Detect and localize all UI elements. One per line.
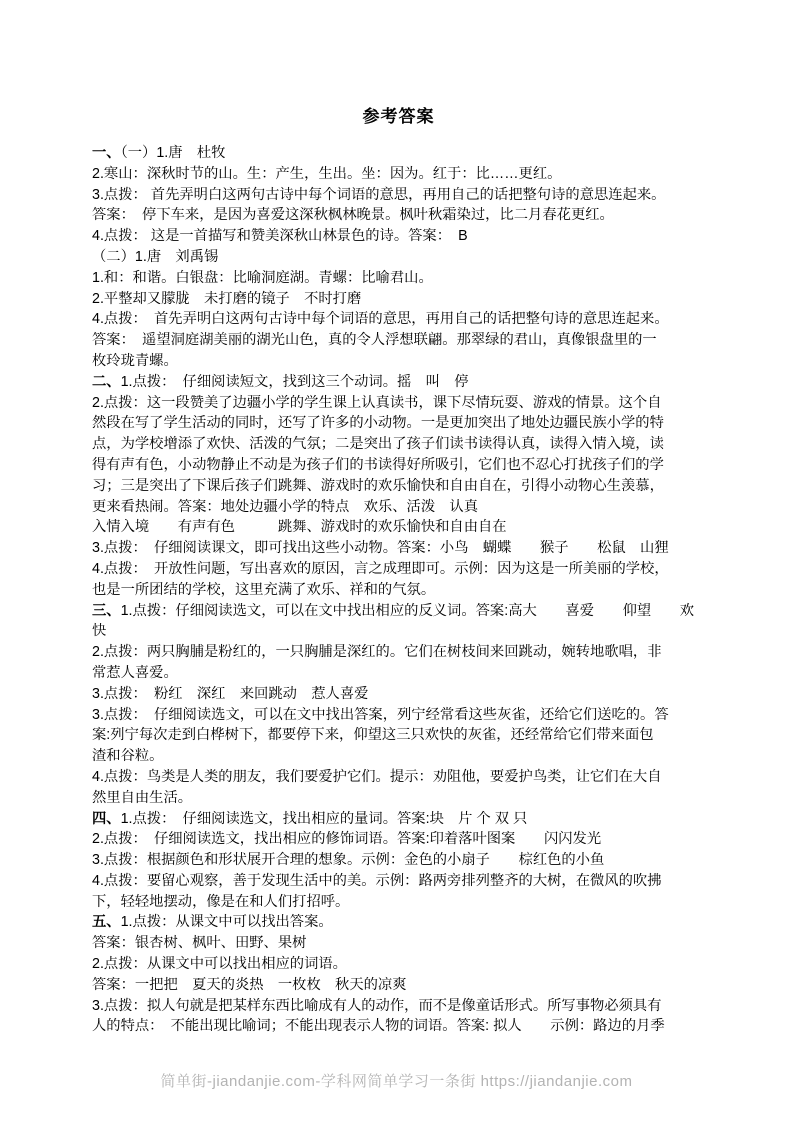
answer-line <box>92 663 707 684</box>
line-text: 1.和：和谐。白银盘：比喻洞庭湖。青螺：比喻君山。 <box>92 269 433 286</box>
answer-line <box>92 226 707 247</box>
answer-line <box>92 393 707 414</box>
answer-line <box>92 829 707 850</box>
answer-line <box>92 912 707 933</box>
answer-line <box>92 746 707 767</box>
answer-line <box>92 684 707 705</box>
line-text: 答案：一把把 夏天的炎热 一枚枚 秋天的凉爽 <box>92 976 407 993</box>
answer-line <box>92 164 707 185</box>
line-text: 答案： 停下车来，是因为喜爱这深秋枫林晚景。枫叶秋霜染过，比二月春花更红。 <box>92 207 614 224</box>
answer-line <box>92 871 707 892</box>
line-text: 枚玲珑青螺。 <box>92 352 178 369</box>
answer-lines <box>92 143 707 1037</box>
answer-line <box>92 933 707 954</box>
line-text: （一）1.唐 杜牧 <box>120 145 226 161</box>
line-text: 3.点拨： 首先弄明白这两句古诗中每个词语的意思，再用自己的话把整句诗的意思连起来。 <box>92 186 666 203</box>
answer-line <box>92 247 707 268</box>
line-text: 3.点拨：根据颜色和形状展开合理的想象。示例：金色的小扇子 棕红色的小鱼 <box>92 852 605 869</box>
answer-line <box>92 559 707 580</box>
line-text: 3.点拨： 仔细阅读选文，可以在文中找出答案，列宁经常看这些灰雀，还给它们送吃的。答 <box>92 706 669 723</box>
line-text: 然段在写了学生活动的同时，还写了许多的小动物。一是更加突出了地处边疆民族小学的特 <box>92 415 664 432</box>
line-text: 人的特点： 不能出现比喻词；不能出现表示人物的词语。答案: 拟人 示例：路边的月季 <box>92 1018 665 1035</box>
answer-line <box>92 497 707 518</box>
answer-line <box>92 372 707 393</box>
answer-line <box>92 538 707 559</box>
line-text: 4.点拨： 这是一首描写和赞美深秋山林景色的诗。答案： B <box>92 228 468 245</box>
line-text: 案:列宁每次走到白桦树下，都要停下来，仰望这三只欢快的灰雀，还经常给它们带来面包 <box>92 727 654 744</box>
line-text: 得有声有色，小动物静止不动是为孩子们的书读得好所吸引，它们也不忍心打扰孩子们的学 <box>92 456 664 473</box>
line-text: 快 <box>92 623 107 640</box>
line-text: 点，为学校增添了欢快、活泼的气氛；二是突出了孩子们读书读得认真，读得入情入境，读 <box>92 436 664 453</box>
line-text: 2.点拨： 仔细阅读选文，找出相应的修饰词语。答案:印着落叶图案 闪闪发光 <box>92 831 602 848</box>
answer-line <box>92 309 707 330</box>
line-text: 下，轻轻地摆动，像是在和人们打招呼。 <box>92 893 350 910</box>
line-text: 4.点拨：鸟类是人类的朋友，我们要爱护它们。提示：劝阻他，要爱护鸟类，让它们在大自 <box>92 768 662 785</box>
answer-line <box>92 517 707 538</box>
line-text: 1.点拨：从课文中可以找出答案。 <box>120 914 333 931</box>
answer-line <box>92 996 707 1017</box>
line-text: 2.点拨：从课文中可以找出相应的词语。 <box>92 956 347 973</box>
answer-line <box>92 351 707 372</box>
line-text: 2.点拨：两只胸脯是粉红的，一只胸脯是深红的。它们在树枝间来回跳动，婉转地歌唱，非 <box>92 644 662 661</box>
page-title: 参考答案 <box>362 107 435 126</box>
line-text: 入情入境 有声有色 跳舞、游戏时的欢乐愉快和自由自在 <box>92 519 507 536</box>
answer-line <box>92 809 707 830</box>
line-text: 4.点拨： 开放性问题，写出喜欢的原因，言之成理即可。示例：因为这是一所美丽的学校， <box>92 560 669 577</box>
answer-line <box>92 850 707 871</box>
answer-line <box>92 975 707 996</box>
answer-line <box>92 954 707 975</box>
line-text: 答案：银杏树、枫叶、田野、果树 <box>92 935 307 952</box>
line-text: 答案： 遥望洞庭湖美丽的湖光山色，真的令人浮想联翩。那翠绿的君山，真像银盘里的一 <box>92 332 657 349</box>
answer-line <box>92 205 707 226</box>
watermark: 简单街-jiandanjie.com-学科网简单学习一条街 https://jiandanjie.com <box>160 1073 633 1090</box>
answer-line <box>92 185 707 206</box>
line-text: （二）1.唐 刘禹锡 <box>92 248 219 265</box>
line-text: 习；三是突出了下课后孩子们跳舞、游戏时的欢乐愉快和自由自在，引得小动物心生羡慕， <box>92 477 664 494</box>
line-text: 渣和谷粒。 <box>92 748 164 765</box>
line-text: 4.点拨：要留心观察，善于发现生活中的美。示例：路两旁排列整齐的大树，在微风的吹拂 <box>92 872 662 889</box>
answer-line <box>92 621 707 642</box>
answer-line <box>92 788 707 809</box>
answer-line <box>92 413 707 434</box>
answer-line <box>92 1016 707 1037</box>
answer-line <box>92 642 707 663</box>
line-text: 2.平整却又朦胧 未打磨的镜子 不时打磨 <box>92 290 362 307</box>
line-text: 1.点拨：仔细阅读选文，可以在文中找出相应的反义词。答案:高大 喜爱 仰望 欢 <box>120 602 695 619</box>
line-text: 4.点拨： 首先弄明白这两句古诗中每个词语的意思，再用自己的话把整句诗的意思连起来。 <box>92 311 669 328</box>
line-text: 更来看热闹。答案：地处边疆小学的特点 欢乐、活泼 认真 <box>92 498 479 515</box>
line-text: 1.点拨： 仔细阅读选文，找出相应的量词。答案:块 片 个 双 只 <box>120 810 528 827</box>
section-marker: 一、 <box>92 145 121 161</box>
answer-line <box>92 143 707 164</box>
answer-line <box>92 330 707 351</box>
section-marker: 二、 <box>92 373 121 390</box>
line-text: 1.点拨： 仔细阅读短文，找到这三个动词。摇 叫 停 <box>120 373 469 390</box>
answer-line <box>92 705 707 726</box>
line-text: 3.点拨： 仔细阅读课文，即可找出这些小动物。答案：小鸟 蝴蝶 猴子 松鼠 山狸 <box>92 540 669 557</box>
answer-line <box>92 434 707 455</box>
line-text: 3.点拨： 粉红 深红 来回跳动 惹人喜爱 <box>92 685 369 702</box>
answer-line <box>92 725 707 746</box>
section-marker: 四、 <box>92 810 121 827</box>
line-text: 2.点拨：这一段赞美了边疆小学的学生课上认真读书，课下尽情玩耍、游戏的情景。这个自 <box>92 394 662 411</box>
answer-line <box>92 892 707 913</box>
answer-line <box>92 476 707 497</box>
section-marker: 三、 <box>92 602 121 619</box>
line-text: 然里自由生活。 <box>92 789 193 806</box>
line-text: 3.点拨：拟人句就是把某样东西比喻成有人的动作，而不是像童话形式。所写事物必须具有 <box>92 997 662 1014</box>
answer-line <box>92 767 707 788</box>
answer-line <box>92 289 707 310</box>
section-marker: 五、 <box>92 914 121 931</box>
answer-line <box>92 268 707 289</box>
answer-line <box>92 580 707 601</box>
answer-line <box>92 455 707 476</box>
answer-line <box>92 601 707 622</box>
line-text: 常惹人喜爱。 <box>92 664 178 681</box>
line-text: 也是一所团结的学校，这里充满了欢乐、祥和的气氛。 <box>92 581 436 598</box>
line-text: 2.寒山：深秋时节的山。生：产生，生出。坐：因为。红于：比……更红。 <box>92 165 562 182</box>
